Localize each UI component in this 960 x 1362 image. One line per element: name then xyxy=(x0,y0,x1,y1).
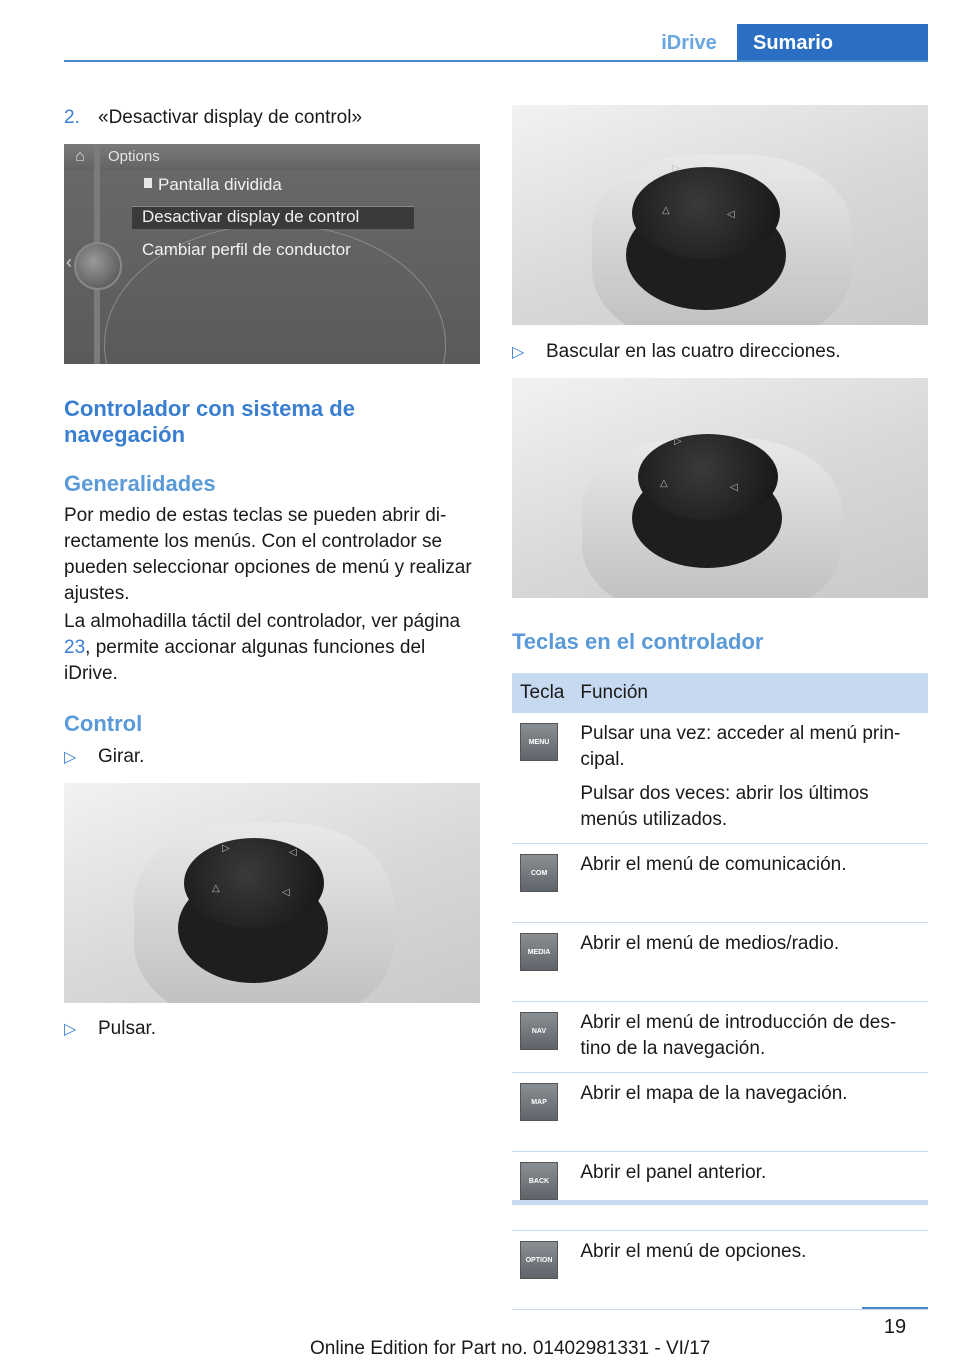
table-row xyxy=(512,1002,928,1073)
screen-knob-icon xyxy=(74,242,122,290)
map-key-icon: MAP xyxy=(520,1083,558,1121)
checkbox-icon xyxy=(144,178,152,188)
arrow-mark-icon: ▷ xyxy=(222,843,230,854)
col-header-function: Función xyxy=(572,673,928,713)
header-section: Sumario xyxy=(737,24,928,62)
footer-rule xyxy=(862,1307,928,1309)
arrow-mark-icon: ◁ xyxy=(282,887,290,898)
table-row xyxy=(512,1231,928,1310)
bullet-tilt-text: Bascular en las cuatro direcciones. xyxy=(546,341,841,362)
row-text: Abrir el menú de medios/radio. xyxy=(580,933,840,954)
menu-key-icon: MENU xyxy=(520,723,558,761)
screen-tab-options: Options xyxy=(108,148,160,165)
table-row xyxy=(512,1073,928,1152)
page-link-23[interactable]: 23 xyxy=(64,637,86,658)
heading-general: Generalidades xyxy=(64,471,216,496)
arrow-mark-icon: ◁ xyxy=(727,209,735,220)
header-chapter: iDrive xyxy=(661,32,717,54)
triangle-bullet-icon: ▷ xyxy=(512,344,525,361)
triangle-bullet-icon: ▷ xyxy=(64,1021,77,1038)
header-rule xyxy=(64,60,928,62)
media-key-icon: MEDIA xyxy=(520,933,558,971)
control-display-image xyxy=(64,144,480,364)
touchpad-text-after: , permite accionar algunas funciones del iDrive. xyxy=(64,637,426,684)
screen-item-display-off: Desactivar display de control xyxy=(142,207,360,226)
section-title-controller: Controlador con sistema de navegación xyxy=(64,396,355,447)
controller-dial-top xyxy=(632,167,780,259)
row-text: Abrir el menú de comunicación. xyxy=(580,854,847,875)
bullet-turn xyxy=(64,744,484,771)
edition-note: Online Edition for Part no. 01402981331 - VI/17 xyxy=(310,1338,711,1359)
back-key-icon: BACK xyxy=(520,1162,558,1200)
step-2 xyxy=(64,105,480,131)
row-text: Abrir el menú de opciones. xyxy=(580,1241,807,1262)
controller-dial-top xyxy=(184,838,324,928)
bullet-turn-text: Girar. xyxy=(98,746,145,767)
table-row xyxy=(512,844,928,923)
table-row xyxy=(512,923,928,1002)
arrow-mark-icon: △ xyxy=(662,205,670,216)
arrow-mark-icon: ▷ xyxy=(674,436,682,447)
controller-dial-top xyxy=(638,434,778,520)
chevron-left-icon: ‹ xyxy=(66,252,72,272)
arrow-mark-icon: △ xyxy=(660,478,668,489)
controller-tilt-image xyxy=(512,378,928,598)
controller-press-image xyxy=(512,105,928,325)
step-text: «Desactivar display de control» xyxy=(98,107,363,128)
heading-control: Control xyxy=(64,711,143,736)
controller-rotate-image xyxy=(64,783,480,1003)
table-row xyxy=(512,713,928,844)
arrow-mark-icon: ◁ xyxy=(730,482,738,493)
row-text: Abrir el panel anterior. xyxy=(580,1162,767,1183)
bullet-tilt xyxy=(512,339,932,366)
com-key-icon: COM xyxy=(520,854,558,892)
bullet-press-text: Pulsar. xyxy=(98,1018,157,1039)
page-number: 19 xyxy=(883,1316,907,1338)
row-text: Pulsar dos veces: abrir los últimos menús utilizados. xyxy=(580,783,869,830)
option-key-icon: OPTION xyxy=(520,1241,558,1279)
table-end-rule xyxy=(512,1200,928,1205)
touchpad-paragraph xyxy=(64,609,480,687)
arrow-mark-icon: △ xyxy=(212,883,220,894)
home-icon: ⌂ xyxy=(75,148,85,165)
row-text: Abrir el menú de introducción de destino de la navegación. xyxy=(580,1012,897,1059)
step-number: 2. xyxy=(64,107,80,128)
section-title-keys: Teclas en el controlador xyxy=(512,629,764,654)
arrow-mark-icon: ▷ xyxy=(672,163,680,174)
row-text: Pulsar una vez: acceder al menú principal. xyxy=(580,723,901,770)
screen-item-profile: Cambiar perfil de conductor xyxy=(142,240,351,259)
screen-item-split: Pantalla dividida xyxy=(158,175,282,194)
nav-key-icon: NAV xyxy=(520,1012,558,1050)
arrow-mark-icon: ◁ xyxy=(289,847,297,858)
triangle-bullet-icon: ▷ xyxy=(64,749,77,766)
touchpad-text-before: La almohadilla táctil del controlador, ver página xyxy=(64,611,461,632)
general-paragraph: Por medio de estas teclas se pueden abrir directamente los menús. Con el controlador se pueden seleccionar opciones de menú y realizar ajustes. xyxy=(64,505,472,604)
table-row xyxy=(512,1152,928,1231)
col-header-key: Tecla xyxy=(512,673,572,713)
keys-table-header xyxy=(512,673,928,713)
bullet-press xyxy=(64,1016,484,1043)
keys-table xyxy=(512,673,928,1310)
row-text: Abrir el mapa de la navegación. xyxy=(580,1083,848,1104)
